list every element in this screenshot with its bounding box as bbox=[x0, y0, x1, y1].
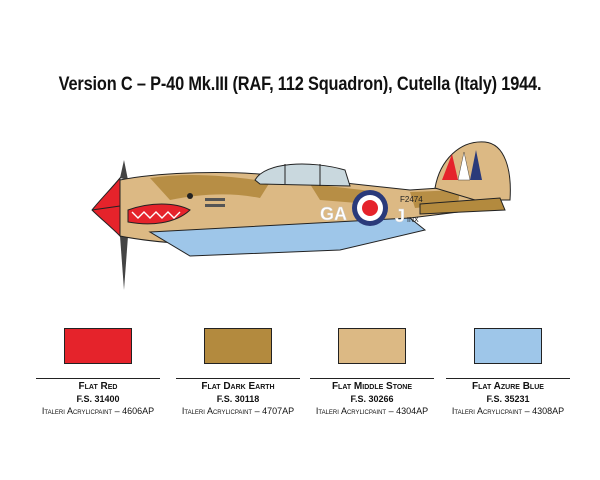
color-swatch-red bbox=[36, 328, 160, 416]
color-chip bbox=[474, 328, 542, 364]
divider bbox=[176, 378, 300, 379]
code-sub: INX bbox=[407, 217, 419, 224]
canopy bbox=[255, 164, 350, 186]
color-swatch-dark-earth bbox=[176, 328, 300, 416]
paint-code: Italeri Acrylicpaint – 4308AP bbox=[451, 406, 565, 416]
divider bbox=[446, 378, 570, 379]
color-chip bbox=[204, 328, 272, 364]
page-title: Version C – P-40 Mk.III (RAF, 112 Squadron), Cutella (Italy) 1944. bbox=[58, 74, 542, 95]
squadron-code-right: J bbox=[395, 206, 406, 226]
color-chip bbox=[338, 328, 406, 364]
paint-code: Italeri Acrylicpaint – 4707AP bbox=[181, 406, 295, 416]
paint-code: Italeri Acrylicpaint – 4304AP bbox=[315, 406, 429, 416]
fs-number: F.S. 30266 bbox=[350, 394, 394, 404]
color-chip bbox=[64, 328, 132, 364]
color-name: Flat Middle Stone bbox=[331, 381, 413, 392]
squadron-code-left: GA bbox=[320, 204, 347, 224]
color-swatch-middle-stone bbox=[310, 328, 434, 416]
color-name: Flat Red bbox=[78, 381, 118, 392]
color-name: Flat Azure Blue bbox=[472, 381, 544, 392]
fs-number: F.S. 31400 bbox=[76, 394, 120, 404]
paint-code: Italeri Acrylicpaint – 4606AP bbox=[41, 406, 155, 416]
fs-number: F.S. 30118 bbox=[216, 394, 260, 404]
divider bbox=[310, 378, 434, 379]
serial-number: F2474 bbox=[400, 195, 423, 204]
color-name: Flat Dark Earth bbox=[201, 381, 275, 392]
fs-number: F.S. 35231 bbox=[486, 394, 530, 404]
raf-roundel bbox=[352, 190, 388, 226]
divider bbox=[36, 378, 160, 379]
p40-aircraft-illustration bbox=[80, 140, 520, 295]
color-swatch-azure-blue bbox=[446, 328, 570, 416]
